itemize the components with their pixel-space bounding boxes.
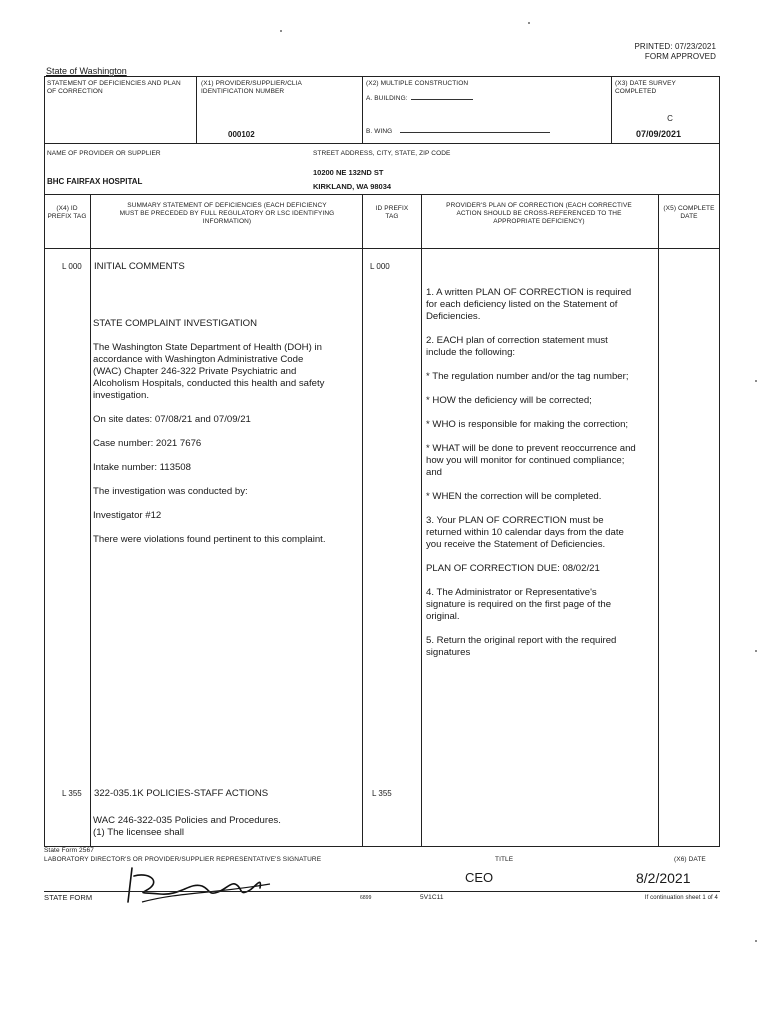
tag-l355: L 355 <box>62 789 82 798</box>
statement-label: STATEMENT OF DEFICIENCIES AND PLAN OF CORRECTION <box>47 80 181 95</box>
tag-l000-right: L 000 <box>370 262 390 271</box>
plan-para: * The regulation number and/or the tag number; <box>426 371 629 382</box>
col-plan: PROVIDER'S PLAN OF CORRECTION (EACH CORRECTIVE ACTION SHOULD BE CROSS-REFERENCED TO THE APPROPRIATE DEFICIENCY) <box>446 202 632 225</box>
summary-para: Case number: 2021 7676 <box>93 438 202 449</box>
provider-name: BHC FAIRFAX HOSPITAL <box>47 177 143 186</box>
plan-para: 3. Your PLAN OF CORRECTION must be returned within 10 calendar days from the date you receive the Statement of Deficiencies. <box>426 515 624 550</box>
summary-text <box>93 318 333 558</box>
x1-label: (X1) PROVIDER/SUPPLIER/CLIA IDENTIFICATION NUMBER <box>201 80 302 95</box>
provider-name-label: NAME OF PROVIDER OR SUPPLIER <box>47 150 161 157</box>
plan-due: PLAN OF CORRECTION DUE: 08/02/21 <box>426 563 600 574</box>
x3-code: C <box>667 114 673 123</box>
signature-label: LABORATORY DIRECTOR'S OR PROVIDER/SUPPLIER REPRESENTATIVE'S SIGNATURE <box>44 856 322 863</box>
col-summary: SUMMARY STATEMENT OF DEFICIENCIES (EACH DEFICIENCY MUST BE PRECEDED BY FULL REGULATORY OR LSC IDENTIFYING INFORMATION) <box>119 202 335 225</box>
state-name: State of Washington <box>46 66 127 76</box>
plan-para: * WHEN the correction will be completed. <box>426 491 602 502</box>
summary-para: The investigation was conducted by: <box>93 486 248 497</box>
form-code: 5V1C11 <box>420 894 444 901</box>
address-label: STREET ADDRESS, CITY, STATE, ZIP CODE <box>313 150 451 157</box>
plan-para: * WHAT will be done to prevent reoccurrence and how you will monitor for continued compliance; and <box>426 443 636 478</box>
title-value: CEO <box>465 870 494 885</box>
printed-date: PRINTED: 07/23/2021 <box>634 42 716 51</box>
summary-para: On site dates: 07/08/21 and 07/09/21 <box>93 414 251 425</box>
plan-text <box>426 287 636 671</box>
initial-comments-title: INITIAL COMMENTS <box>94 261 185 272</box>
summary-para: The Washington State Department of Health (DOH) in accordance with Washington Administrative Code (WAC) Chapter 246-322 Private Psychiatric and Alcoholism Hospitals, conducted this health and safety investigation. <box>93 342 325 401</box>
form-approved: FORM APPROVED <box>644 52 716 61</box>
tag-l355-right: L 355 <box>372 789 392 798</box>
col-x4: (X4) ID PREFIX TAG <box>47 205 87 220</box>
building-label: A. BUILDING: <box>366 95 473 103</box>
date-label: (X6) DATE <box>674 856 706 863</box>
continuation-note: If continuation sheet 1 of 4 <box>644 895 718 901</box>
street: 10200 NE 132ND ST <box>313 168 384 177</box>
plan-para: * HOW the deficiency will be corrected; <box>426 395 592 406</box>
summary-para: Investigator #12 <box>93 510 162 521</box>
title-label: TITLE <box>495 856 514 863</box>
tag-l000: L 000 <box>62 262 82 271</box>
plan-para: 4. The Administrator or Representative's signature is required on the first page of the original. <box>426 587 612 622</box>
x3-date: 07/09/2021 <box>636 129 682 139</box>
col-id: ID PREFIX TAG <box>375 205 409 220</box>
form-code-mid: 6899 <box>360 895 372 901</box>
signature <box>120 862 280 908</box>
plan-para: 5. Return the original report with the required signatures <box>426 635 617 658</box>
plan-para: 2. EACH plan of correction statement must include the following: <box>426 335 608 358</box>
summary-para: STATE COMPLAINT INVESTIGATION <box>93 318 258 329</box>
wac-text: WAC 246-322-035 Policies and Procedures. (1) The licensee shall <box>93 815 281 838</box>
plan-para: 1. A written PLAN OF CORRECTION is required for each deficiency listed on the Statement of Deficiencies. <box>426 287 632 322</box>
wing-label: B. WING <box>366 128 550 136</box>
summary-para: Intake number: 113508 <box>93 462 191 473</box>
policies-title: 322-035.1K POLICIES-STAFF ACTIONS <box>94 788 269 799</box>
x1-value: 000102 <box>228 130 255 139</box>
x3-label: (X3) DATE SURVEY COMPLETED <box>615 80 676 95</box>
city: KIRKLAND, WA 98034 <box>313 182 392 191</box>
col-x5: (X5) COMPLETE DATE <box>663 205 715 220</box>
x2-label: (X2) MULTIPLE CONSTRUCTION <box>366 80 469 87</box>
date-value: 8/2/2021 <box>636 870 691 886</box>
plan-para: * WHO is responsible for making the correction; <box>426 419 629 430</box>
state-form-number: State Form 2567 <box>44 847 94 854</box>
state-form-label: STATE FORM <box>44 893 93 902</box>
summary-para: There were violations found pertinent to this complaint. <box>93 534 326 545</box>
